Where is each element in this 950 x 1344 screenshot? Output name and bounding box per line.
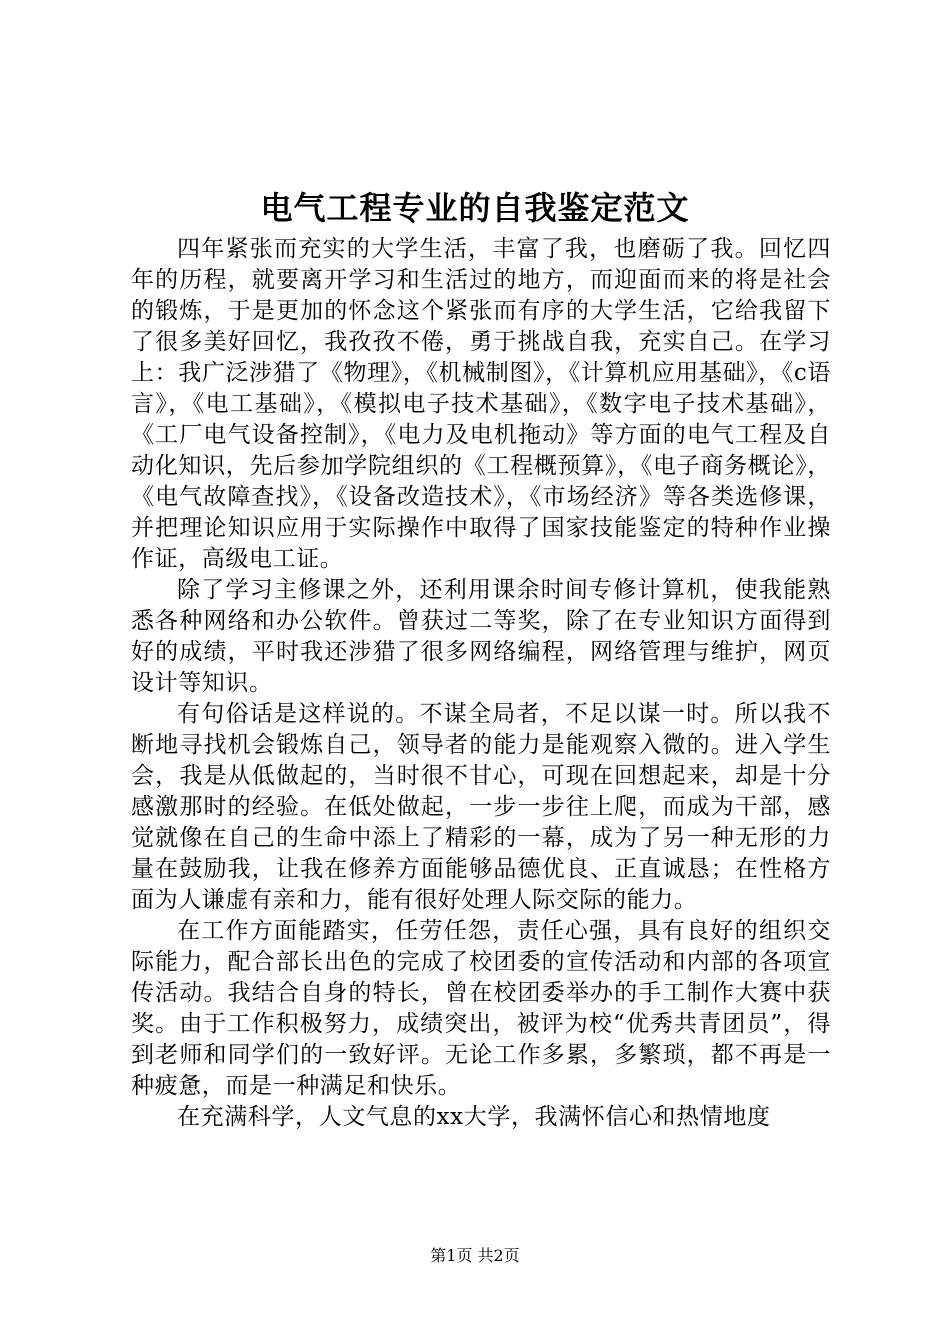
paragraph: 四年紧张而充实的大学生活，丰富了我，也磨砺了我。回忆四年的历程，就要离开学习和生活过的地方，而迎面而来的将是社会的锻炼，于是更加的怀念这个紧张而有序的大学生活，它给我留下了很多美好回忆，我孜孜不倦，勇于挑战自我，充实自己。在学习上：我广泛涉猎了《物理》，《机械制图》，《计算机应用基础》，《c语言》，《电工基础》，《模拟电子技术基础》，《数字电子技术基础》，《工厂电气设备控制》，《电力及电机拖动》等方面的电气工程及自动化知识，先后参加学院组织的《工程概预算》，《电子商务概论》，《电气故障查找》，《设备改造技术》，《市场经济》等各类选修课，并把理论知识应用于实际操作中取得了国家技能鉴定的特种作业操作证，高级电工证。 [131, 236, 831, 572]
paragraph: 有句俗话是这样说的。不谋全局者，不足以谋一时。所以我不断地寻找机会锻炼自己，领导者的能力是能观察入微的。进入学生会，我是从低做起的，当时很不甘心，可现在回想起来，却是十分感激那时的经验。在低处做起，一步一步往上爬，而成为干部，感觉就像在自己的生命中添上了精彩的一幕，成为了另一种无形的力量在鼓励我，让我在修养方面能够品德优良、正直诚恳；在性格方面为人谦虚有亲和力，能有很好处理人际交际的能力。 [131, 701, 831, 913]
document-body [131, 234, 831, 1133]
paragraph: 在充满科学，人文气息的xx大学，我满怀信心和热情地度 [177, 1104, 771, 1130]
page-number-footer: 第1页 共2页 [430, 1246, 520, 1265]
paragraph: 除了学习主修课之外，还利用课余时间专修计算机，使我能熟悉各种网络和办公软件。曾获过二等奖，除了在专业知识方面得到好的成绩，平时我还涉猎了很多网络编程，网络管理与维护，网页设计等知识。 [131, 577, 831, 696]
paragraph: 在工作方面能踏实，任劳任怨，责任心强，具有良好的组织交际能力，配合部长出色的完成了校团委的宣传活动和内部的各项宣传活动。我结合自身的特长，曾在校团委举办的手工制作大赛中获奖。由于工作积极努力，成绩突出，被评为校“优秀共青团员”，得到老师和同学们的一致好评。无论工作多累，多繁琐，都不再是一种疲惫，而是一种满足和快乐。 [131, 918, 831, 1099]
document-title: 电气工程专业的自我鉴定范文 [260, 189, 690, 227]
